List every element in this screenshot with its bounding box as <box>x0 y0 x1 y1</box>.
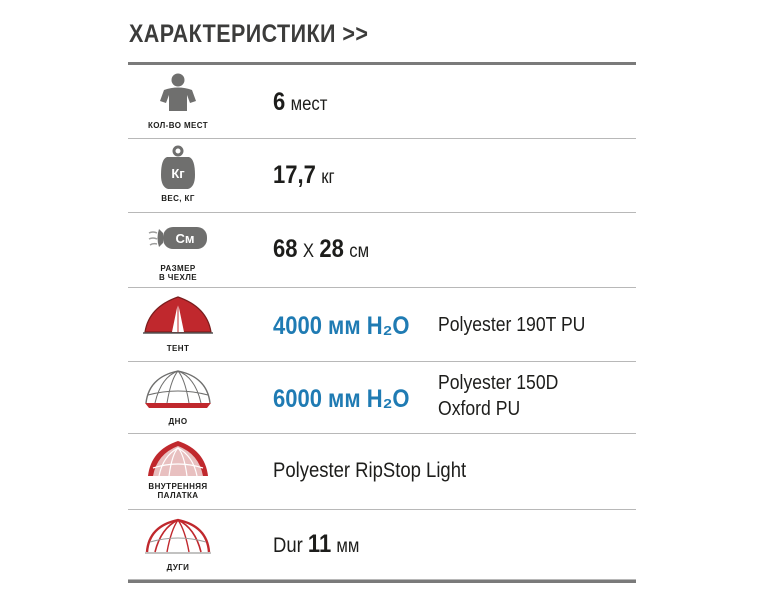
spec-material: Polyester RipStop Light <box>273 459 467 482</box>
bottom-rule <box>128 580 636 583</box>
spec-value: 68 X 28 см <box>273 235 370 263</box>
spec-row-fly <box>128 288 636 362</box>
spec-value: Dur 11 мм <box>273 530 360 558</box>
spec-value: 4000 мм H₂O <box>273 312 410 340</box>
svg-text:См: См <box>175 231 195 246</box>
icon-label: ТЕНТ <box>166 344 190 353</box>
icon-label: ВЕС, КГ <box>161 194 195 203</box>
svg-text:Кг: Кг <box>171 166 185 181</box>
spec-row-packed-size <box>128 213 636 288</box>
icon-label: ДУГИ <box>166 563 190 572</box>
icon-label: РАЗМЕР В ЧЕХЛЕ <box>158 264 198 282</box>
poles-icon <box>143 516 213 558</box>
tent-fly-icon <box>143 293 213 335</box>
inner-tent-icon <box>143 438 213 478</box>
specs-table <box>128 62 636 583</box>
spec-row-capacity <box>128 65 636 139</box>
spec-value: 6 мест <box>273 88 328 116</box>
spec-row-weight <box>128 139 636 213</box>
icon-label: КОЛ-ВО МЕСТ <box>147 121 209 130</box>
person-icon <box>158 71 198 115</box>
spec-material: Polyester 150D Oxford PU <box>438 372 559 420</box>
spec-row-floor <box>128 362 636 434</box>
tent-floor-icon <box>143 367 213 409</box>
page-title: ХАРАКТЕРИСТИКИ >> <box>129 20 369 48</box>
spec-value: 6000 мм H₂O <box>273 385 410 413</box>
spec-value: 17,7 кг <box>273 161 335 189</box>
bag-icon <box>147 221 209 255</box>
icon-label: ДНО <box>168 417 188 426</box>
spec-material: Polyester 190T PU <box>438 314 586 336</box>
spec-row-inner-tent <box>128 434 636 510</box>
icon-label: ВНУТРЕННЯЯ ПАЛАТКА <box>148 482 208 500</box>
weight-icon <box>158 145 198 191</box>
spec-row-poles <box>128 510 636 580</box>
